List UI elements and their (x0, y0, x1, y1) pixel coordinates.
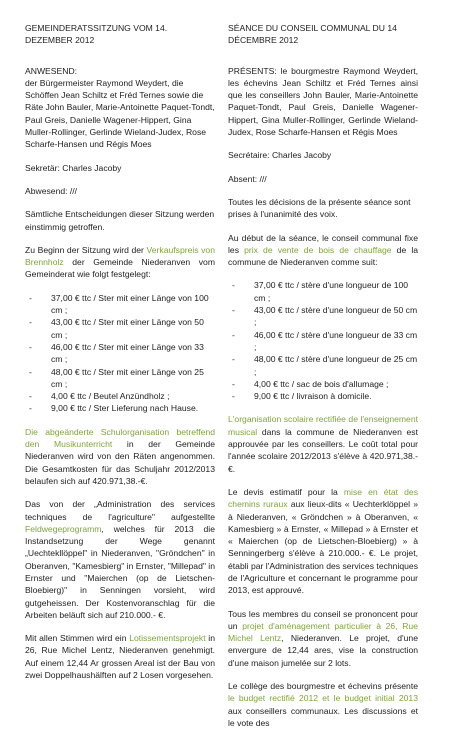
de-music-text: in der Gemeinde Niederanven wird von den Räten angenommen. Die Gesamtkosten für das Schuljahr 2012/2013 belaufen sich auf 420.971,38.-€. (25, 439, 215, 486)
fr-price-item: - 9,00 € ttc / livraison à domicile. (228, 390, 418, 402)
fr-roads-post: aux lieux-dits « Uechterklöppel » à Niederanven, « Gröndchen » à Oberanven, « Kamesbierg » à Ernster, « Millepad » à Ernster et « Maierchen (op de Lietschen-Bloebierg) » à Senningerberg s'élève à 210.000.- €. Le projet, établi par l'Administration des services techniques de l'Agriculture et concernant le programme pour 2013, est approuvé. (228, 499, 418, 596)
de-lotis-pre: Mit allen Stimmen wird ein (25, 633, 130, 644)
de-music-school (25, 426, 215, 487)
fr-firewood-highlight: prix de vente de bois de chauffage (244, 244, 392, 255)
de-title: GEMEINDERATSSITZUNG VOM 14. DEZEMBER 2012 (25, 23, 168, 46)
fr-projet-highlight: projet d'aménagement particulier à 26, Rue Michel Lentz (228, 620, 418, 644)
fr-projet-pre: Tous les membres du conseil se prononcent pour un (228, 608, 418, 631)
fr-roads-highlight: mise en état des chemins ruraux (228, 486, 418, 510)
fr-unanimous: Toutes les décisions de la présente séance sont prises à l'unanimité des voix. (228, 196, 411, 220)
de-roads-highlight: Feldwegeprogramm (25, 523, 102, 534)
de-firewood-pre: Zu Beginn der Sitzung wird der (25, 244, 147, 255)
fr-absent: Absent: /// (228, 173, 267, 184)
de-roads-post: , welches für 2013 die Instandsetzung der Wege genannt „Uechtekllöppel" in Niederanven, "Gröndchen" in Oberanven, "Kamesbierg" in Ernster, "Millepad" in Ernster und "Maierchen (op de Lietschen-Bloebierg)" in Senningen vorsieht, wird gutgeheissen. Der Kostenvoranschlag für die Arbeiten beläuft sich auf 210.000.- €. (25, 523, 215, 620)
de-price-item: - 9,00 € ttc / Ster Lieferung nach Hause. (25, 402, 215, 414)
de-lotis-highlight: Lotissementsprojekt (129, 633, 206, 644)
fr-price-item: - 4,00 € ttc / sac de bois d'allumage ; (228, 378, 418, 390)
fr-music-text: dans la commune de Niederanven est approuvée par les conseillers. Le coût total pour l'année scolaire 2012/2013 s'élève à 420.971,38.-€. (228, 426, 418, 474)
de-price-item: - 48,00 € ttc / Ster mit einer Länge von 25 cm ; (25, 366, 215, 391)
de-unanimous: Sämtliche Entscheidungen dieser Sitzung werden einstimmig getroffen. (25, 209, 215, 232)
french-column (228, 22, 418, 740)
fr-rural-roads (228, 486, 418, 597)
fr-firewood-post: de la commune de Niederanven comme suit: (228, 244, 419, 268)
de-price-item: - 43,00 € ttc / Ster mit einer Länge von 50 cm ; (25, 316, 215, 341)
de-music-highlight: Die abgeänderte Schulorganisation betreffend den Musikunterricht (25, 426, 215, 450)
de-price-list (25, 292, 215, 415)
fr-price-list (228, 279, 418, 402)
fr-roads-pre: Le devis estimatif pour la (228, 486, 344, 497)
de-price-item: - 37,00 € ttc / Ster mit einer Länge von 100 cm ; (25, 292, 215, 317)
german-column (25, 22, 215, 692)
de-anwesend-text: der Bürgermeister Raymond Weydert, die Schöffen Jean Schiltz et Fréd Ternes sowie die Räte John Bauler, Marie-Antoinette Paquet-Tondt, Paul Greis, Danielle Wagener-Hippert, Gina Muller-Rollinger, Gerlinde Wieland-Judex, Rose Scharfe-Hansen und Régis Moes (25, 77, 215, 150)
fr-price-item: - 37,00 € ttc / stère d'une longueur de 100 cm ; (228, 279, 418, 304)
de-attendance (25, 65, 215, 151)
fr-lotissement (228, 608, 418, 669)
fr-budget-post: aux conseillers communaux. Les discussions et le vote des (228, 705, 418, 728)
fr-secretary: Secrétaire: Charles Jacoby (228, 150, 332, 161)
fr-firewood-pre: Au début de la séance, le conseil communal fixe les (228, 232, 418, 255)
de-price-item: - 46,00 € ttc / Ster mit einer Länge von 33 cm ; (25, 341, 215, 366)
de-firewood-post: der Gemeinde Niederanven vom Gemeinderat wie folgt festgelegt: (25, 257, 215, 280)
fr-budget-highlight: le budget rectifié 2012 et le budget initial 2013 (228, 693, 418, 704)
de-firewood-highlight: Verkaufspreis von Brennholz (25, 244, 215, 268)
fr-music-school (228, 413, 418, 474)
fr-price-item: - 43,00 € ttc / stère d'une longueur de 50 cm ; (228, 304, 418, 329)
de-firewood-intro (25, 244, 215, 281)
de-secretary: Sekretär: Charles Jacoby (25, 162, 122, 173)
fr-projet-post: , Niederanven. Le projet, d'une envergure de 12,44 ares, vise la construction d'une maison jumelée sur 2 lots. (228, 633, 418, 668)
fr-price-item: - 48,00 € ttc / stère d'une longueur de 25 cm ; (228, 353, 418, 378)
fr-firewood-intro (228, 232, 418, 269)
de-lotis-post: in 26, Rue Michel Lentz, Niederanven genehmigt. Auf einem 12,44 Ar grossen Areal ist der Bau von zwei Doppelhaushälften auf 2 Losen vorgesehen. (25, 633, 216, 681)
de-roads-pre: Das von der „Administration des services techniques de l'agriculture" aufgestellte (25, 499, 215, 522)
de-anwesend-label: ANWESEND: (25, 65, 78, 76)
de-absent: Abwesend: /// (25, 185, 78, 196)
fr-price-item: - 46,00 € ttc / stère d'une longueur de 33 cm ; (228, 329, 418, 354)
de-price-item: - 4,00 € ttc / Beutel Anzündholz ; (25, 390, 215, 402)
fr-budget (228, 680, 418, 729)
de-rural-roads (25, 498, 215, 621)
fr-title: SÉANCE DU CONSEIL COMMUNAL DU 14 DÉCEMBRE 2012 (228, 23, 397, 46)
fr-music-highlight: L'organisation scolaire rectifiée de l'enseignement musical (228, 414, 418, 437)
fr-attendance: PRÉSENTS: le bourgmestre Raymond Weydert, les échevins Jean Schiltz et Fréd Ternes ainsi que les conseillers John Bauler, Marie-Antoinette Paquet-Tondt, Paul Greis, Danielle Wagener-Hippert, Gina Muller-Rollinger, Gerlinde Wieland-Judex, Rose Scharfe-Hansen et Régis Moes (228, 65, 418, 138)
fr-budget-pre: Le collège des bourgmestre et échevins présente (228, 681, 418, 692)
